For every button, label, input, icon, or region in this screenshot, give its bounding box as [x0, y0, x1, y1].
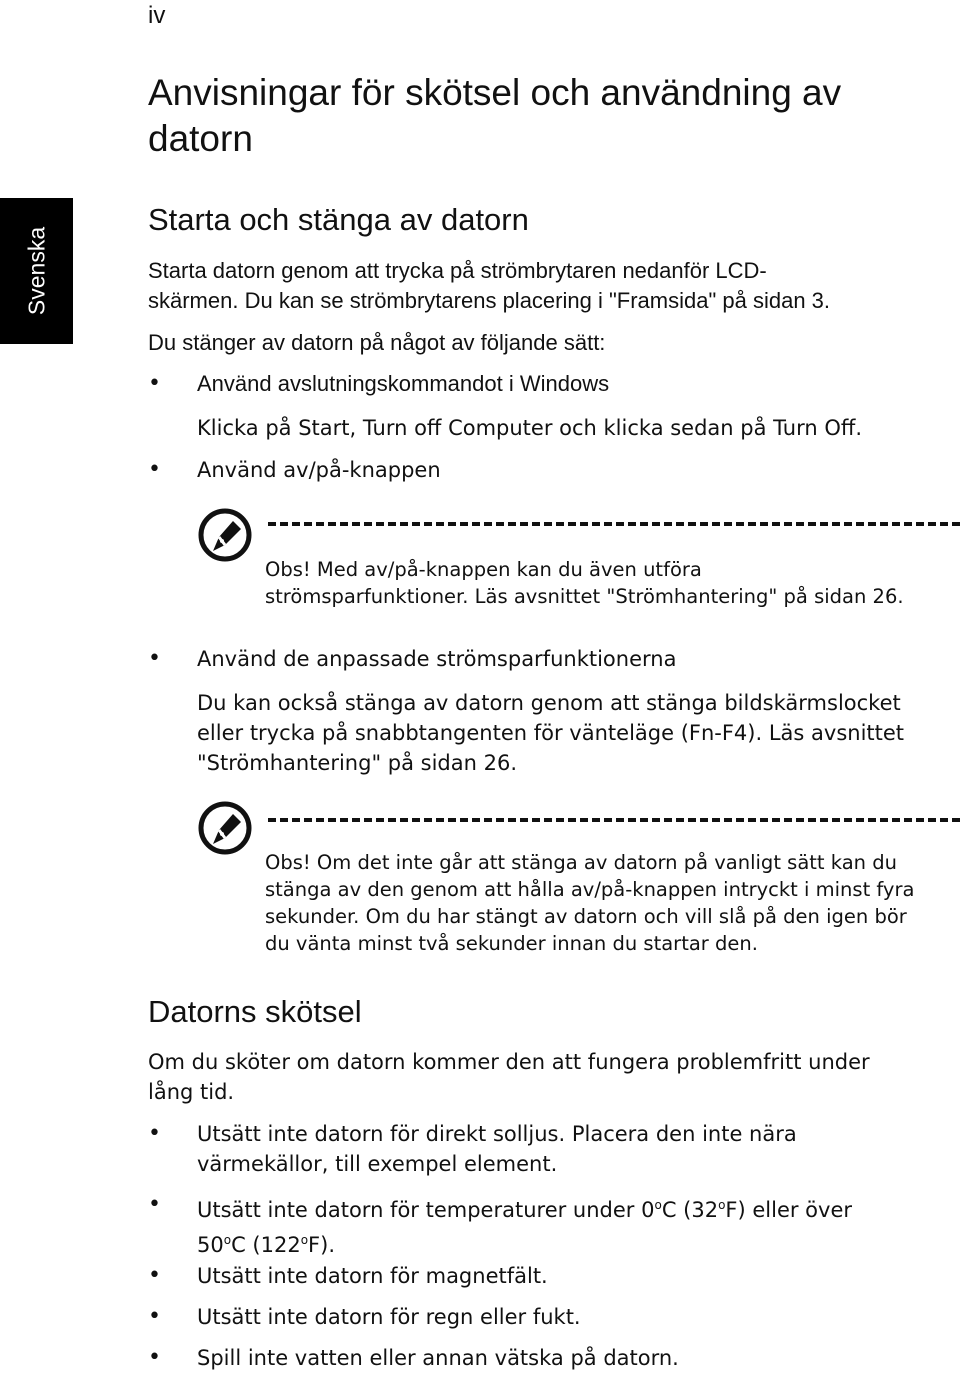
sleep-hotkey-label: Fn-F4 — [688, 721, 748, 745]
section-heading-start-stop: Starta och stänga av datorn — [148, 202, 529, 237]
temp-text: C (122 — [231, 1233, 301, 1257]
note-divider — [268, 818, 960, 822]
note-line-1: Om det inte går att stänga av datorn på vanligt sätt kan du — [310, 851, 897, 874]
note-label: Obs! — [265, 558, 311, 581]
care-item-line-2: värmekällor, till exempel element. — [197, 1152, 558, 1176]
temp-text: C (32 — [661, 1198, 719, 1222]
care-intro-line-1: Om du sköter om datorn kommer den att fungera problemfritt under — [148, 1050, 870, 1074]
bullet-windows-shutdown: Använd avslutningskommandot i Windows — [197, 371, 610, 396]
start-intro — [148, 256, 948, 316]
page-number: iv — [148, 2, 166, 29]
instruction-text-mid: och klicka sedan på — [552, 416, 774, 440]
note-pen-icon — [197, 800, 253, 856]
bullet-dot: • — [148, 457, 161, 482]
start-intro-line-2: skärmen. Du kan se strömbrytarens placering i "Framsida" på sidan 3. — [148, 288, 831, 313]
bullet-power-management: Använd de anpassade strömsparfunktionerna — [197, 647, 677, 671]
detail-line-2-end: ). Läs avsnittet — [747, 721, 905, 745]
degree-mark: o — [718, 1198, 726, 1212]
bullet-dot: • — [148, 1304, 161, 1329]
note-label: Obs! — [265, 851, 311, 874]
detail-line-2: eller trycka på snabbtangenten för vänteläge ( — [197, 721, 689, 745]
note-line-2: stänga av den genom att hålla av/på-knappen intryckt i minst fyra — [265, 878, 915, 901]
turn-off-label: Turn Off — [773, 416, 856, 440]
care-item-temperature — [197, 1190, 957, 1260]
bullet-dot: • — [148, 1263, 161, 1288]
windows-shutdown-instruction — [197, 413, 862, 443]
bullet-dot: • — [148, 1192, 161, 1217]
note-line-2: strömsparfunktioner. Läs avsnittet "Strömhantering" på sidan 26. — [265, 585, 904, 608]
degree-mark: o — [223, 1233, 232, 1247]
temp-text: F). — [308, 1233, 335, 1257]
instruction-text: Klicka på — [197, 416, 299, 440]
detail-line-1: Du kan också stänga av datorn genom att stänga bildskärmslocket — [197, 691, 901, 715]
bullet-power-button: Använd av/på-knappen — [197, 458, 441, 482]
page-title: Anvisningar för skötsel och användning av datorn — [148, 72, 842, 159]
bullet-dot: • — [148, 646, 161, 671]
note-line-1: Med av/på-knappen kan du även utföra — [310, 558, 702, 581]
bullet-dot: • — [148, 371, 161, 396]
instruction-end: . — [855, 416, 863, 440]
shutdown-ways-text: Du stänger av datorn på något av följande sätt: — [148, 330, 606, 355]
turn-off-computer-label: Turn off Computer — [362, 416, 553, 440]
detail-line-3: "Strömhantering" på sidan 26. — [197, 751, 518, 775]
care-item-liquid: Spill inte vatten eller annan vätska på datorn. — [197, 1346, 679, 1370]
note-divider — [268, 522, 960, 526]
instruction-separator: , — [349, 416, 363, 440]
note-line-3: sekunder. Om du har stängt av datorn och vill slå på den igen bör — [265, 905, 907, 928]
note-pen-icon — [197, 507, 253, 563]
care-item-magnetic: Utsätt inte datorn för magnetfält. — [197, 1264, 548, 1288]
degree-mark: o — [300, 1233, 309, 1247]
care-intro-line-2: lång tid. — [148, 1080, 235, 1104]
start-intro-line-1: Starta datorn genom att trycka på strömbrytaren nedanför LCD- — [148, 258, 767, 283]
note-force-shutdown — [265, 849, 955, 957]
temp-text: Utsätt inte datorn för temperaturer under 0 — [197, 1198, 655, 1222]
language-label: Svenska — [23, 226, 49, 316]
note-line-4: du vänta minst två sekunder innan du startar den. — [265, 932, 758, 955]
care-intro — [148, 1047, 948, 1107]
note-power-saving — [265, 556, 955, 610]
start-menu-label: Start — [298, 416, 350, 440]
temp-text: 50 — [197, 1233, 224, 1257]
care-item-rain: Utsätt inte datorn för regn eller fukt. — [197, 1305, 581, 1329]
section-heading-care: Datorns skötsel — [148, 994, 362, 1029]
care-item-sunlight — [197, 1119, 957, 1179]
language-side-tab — [0, 198, 73, 344]
care-item-line-1: Utsätt inte datorn för direkt solljus. Placera den inte nära — [197, 1122, 797, 1146]
bullet-dot: • — [148, 1345, 161, 1370]
temp-text: F) eller över — [725, 1198, 853, 1222]
degree-mark: o — [654, 1198, 662, 1212]
power-management-detail — [197, 688, 957, 778]
bullet-dot: • — [148, 1121, 161, 1146]
